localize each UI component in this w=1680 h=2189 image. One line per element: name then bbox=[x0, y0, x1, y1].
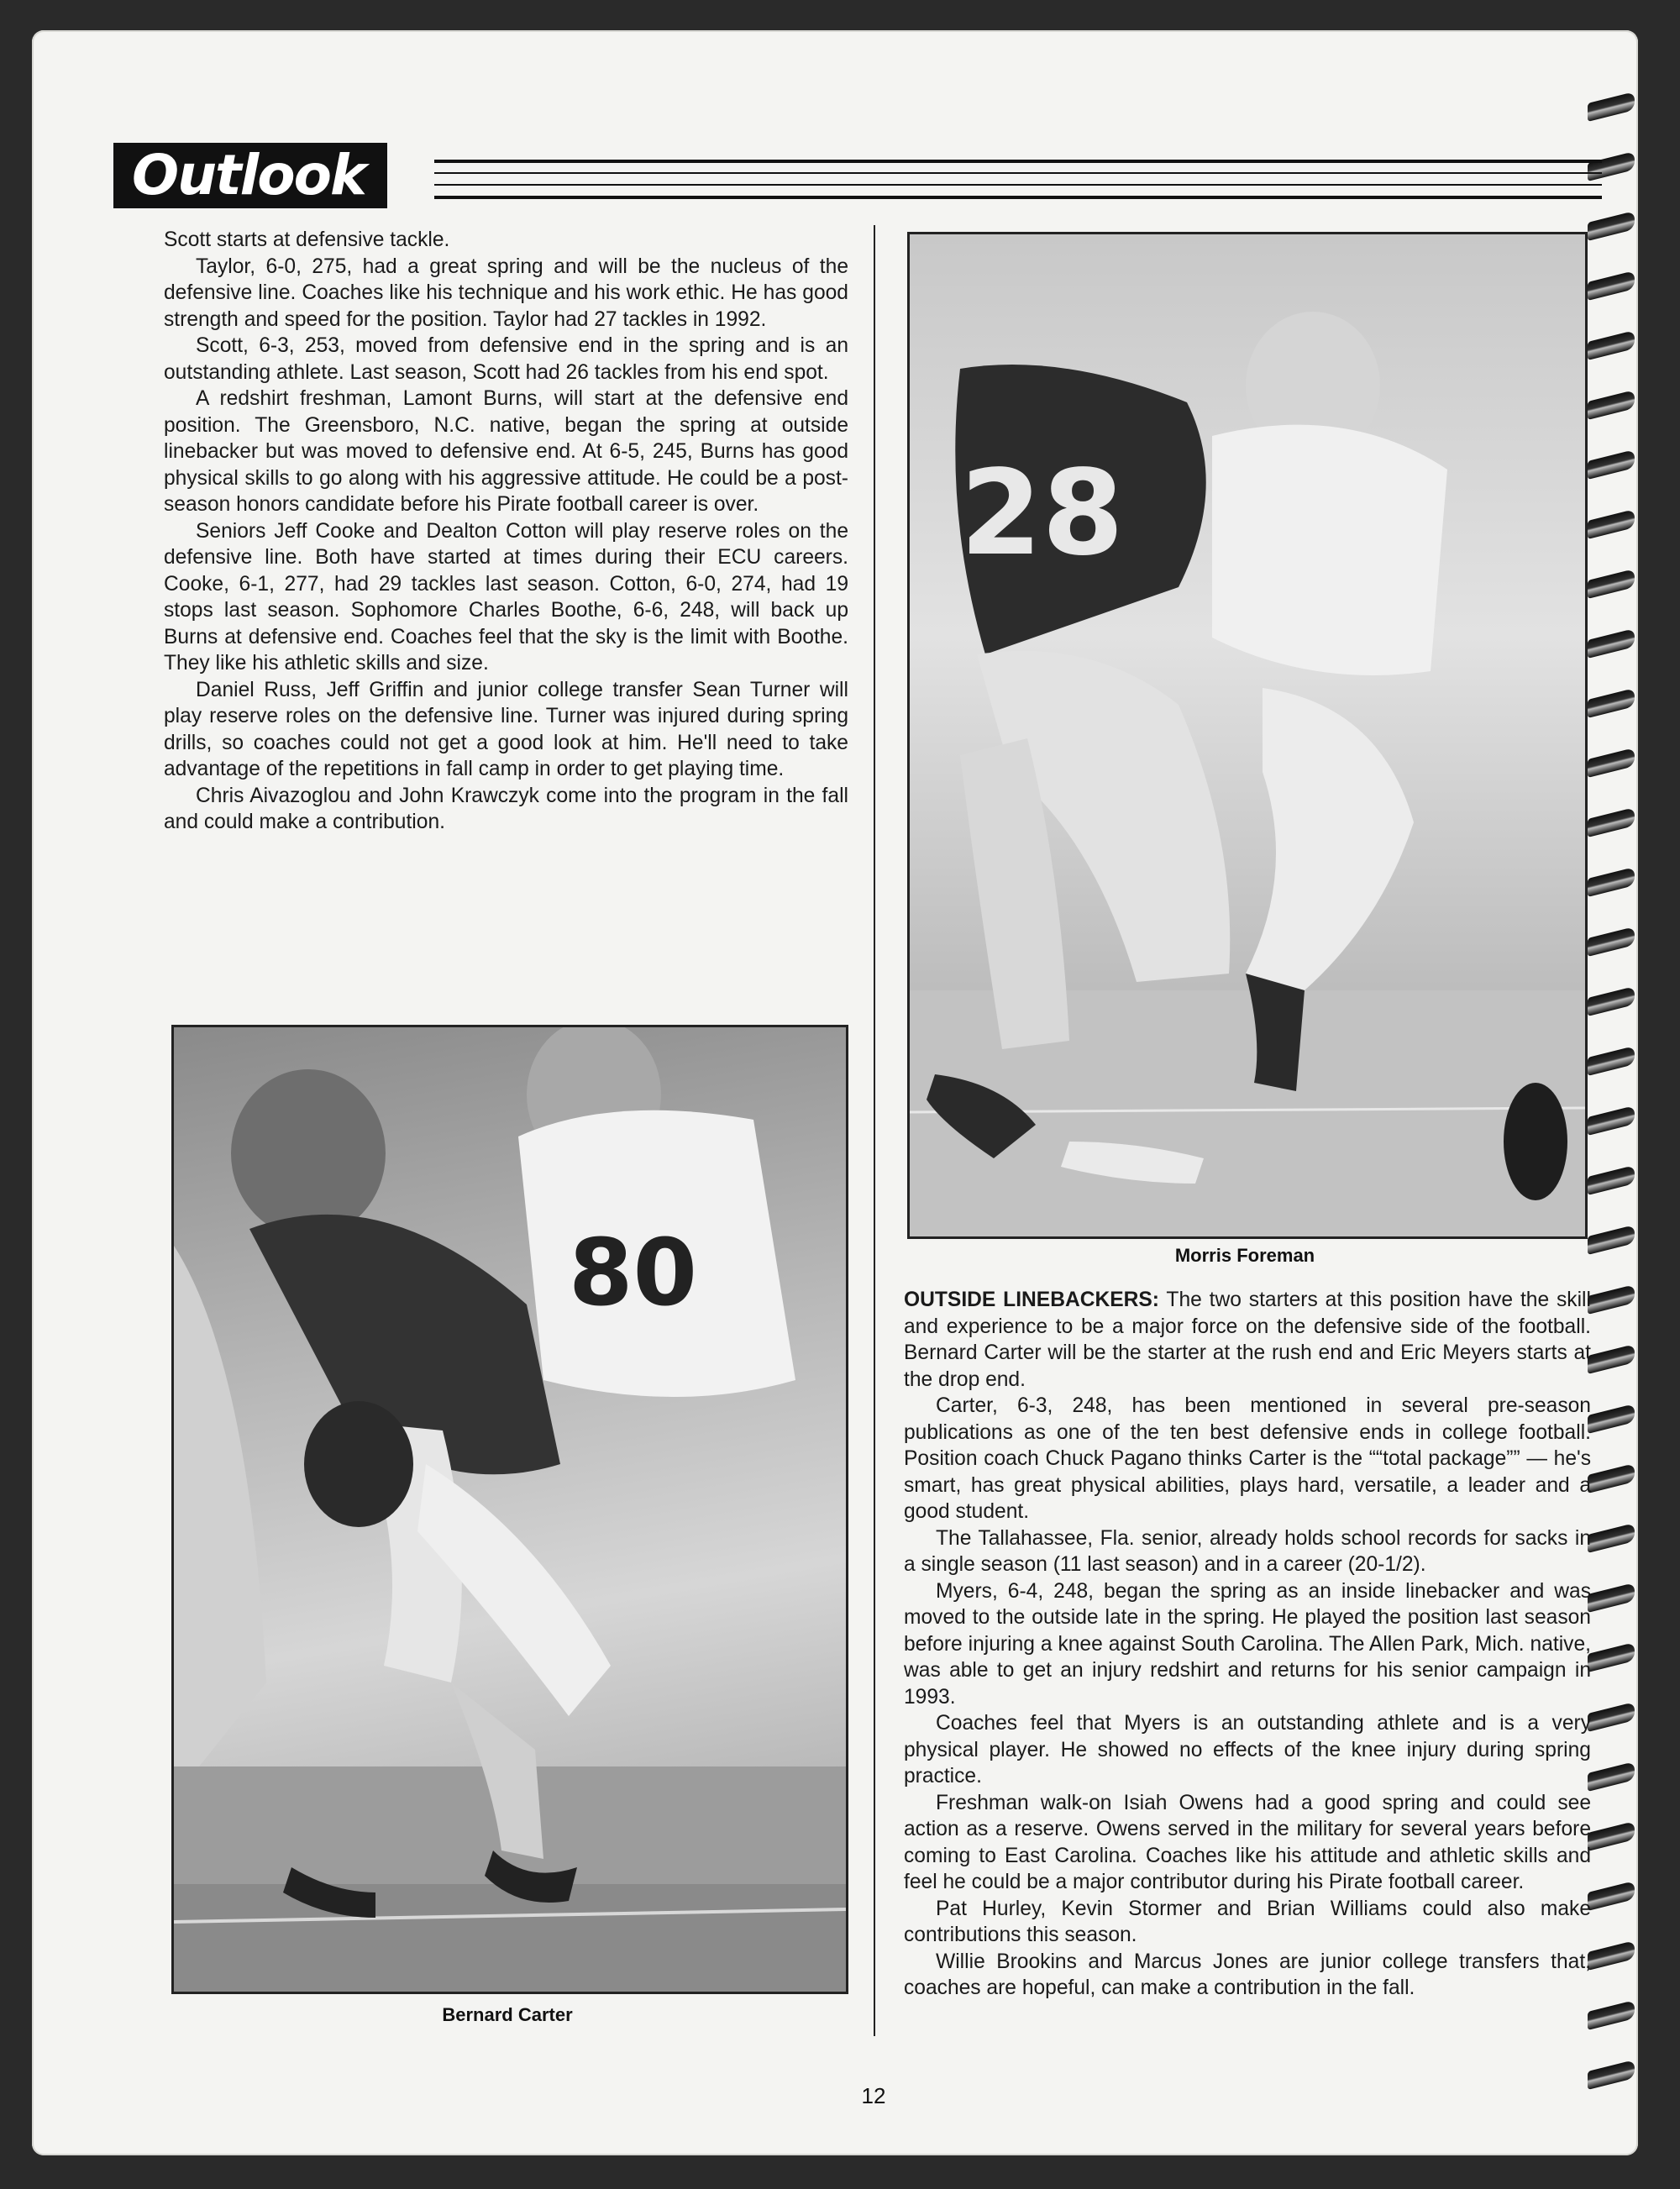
spiral-loop bbox=[1588, 1761, 1635, 1792]
paragraph: Pat Hurley, Kevin Stormer and Brian Williams could also make contributions this season. bbox=[904, 1897, 1591, 1946]
paragraph: Myers, 6-4, 248, began the spring as an inside linebacker and was moved to the outside late in the spring. He played the position last season before injuring a knee against South Carolina. The Allen Park, Mich. native, was able to get an injury redshirt and returns for his senior campaign in 1993. bbox=[904, 1579, 1591, 1709]
spiral-loop bbox=[1588, 1225, 1635, 1255]
spiral-loop bbox=[1588, 509, 1635, 539]
photo-caption-right: Morris Foreman bbox=[1174, 1245, 1315, 1266]
spiral-loop bbox=[1588, 628, 1635, 659]
spiral-loop bbox=[1588, 330, 1635, 360]
paragraph: Coaches feel that Myers is an outstanding athlete and is a very physical player. He showed no effects of the knee injury during spring practice. bbox=[904, 1712, 1591, 1787]
paragraph: A redshirt freshman, Lamont Burns, will start at the defensive end position. The Greensboro, N.C. native, began the spring at outside linebacker but was moved to defensive end. At 6-5, 245, Burns has good physical skills to go along with his aggressive attitude. He could be a post-season honors candidate before his Pirate football career is over. bbox=[164, 387, 848, 516]
left-column-text bbox=[164, 227, 848, 836]
spiral-loop bbox=[1588, 1642, 1635, 1672]
jersey-number: 80 bbox=[569, 1219, 698, 1326]
spiral-loop bbox=[1588, 569, 1635, 599]
spiral-loop bbox=[1588, 1165, 1635, 1195]
spiral-loop bbox=[1588, 1940, 1635, 1971]
spiral-loop bbox=[1588, 390, 1635, 420]
paragraph: The Tallahassee, Fla. senior, already holds school records for sacks in a single season (11 last season) and in a career (20-1/2). bbox=[904, 1526, 1591, 1576]
right-column-text bbox=[904, 1287, 1591, 2002]
spiral-loop bbox=[1588, 1702, 1635, 1732]
paragraph: Taylor, 6-0, 275, had a great spring and will be the nucleus of the defensive line. Coaches like his technique and his work ethic. He has good strength and speed for the position. Taylor had 27 tackles in 1992. bbox=[164, 255, 848, 331]
paragraph: Seniors Jeff Cooke and Dealton Cotton will play reserve roles on the defensive line. Both have started at times during their ECU careers. Cooke, 6-1, 277, had 29 tackles last season. Cotton, 6-0, 274, had 19 stops last season. Sophomore Charles Boothe, 6-6, 248, will back up Burns at defensive end. Coaches feel that the sky is the limit with Boothe. They like his athletic skills and size. bbox=[164, 519, 848, 675]
paragraph: Willie Brookins and Marcus Jones are junior college transfers that, coaches are hopeful, can make a contribution in the fall. bbox=[904, 1950, 1591, 1999]
section-subhead: OUTSIDE LINEBACKERS: bbox=[904, 1289, 1159, 1311]
paragraph: Carter, 6-3, 248, has been mentioned in several pre-season publications as one of the ten best defensive ends in college football. Position coach Chuck Pagano thinks Carter is the ““total package”” — he's smart, has great physical abilities, plays hard, versatile, a leader and a good student. bbox=[904, 1394, 1591, 1523]
spiral-loop bbox=[1588, 270, 1635, 301]
lead-text: The two starters at this position have the skill and experience to be a major force on the defensive side of the football. Bernard Carter will be the starter at the rush end and Eric Meyers starts at the drop end. bbox=[904, 1289, 1591, 1391]
paragraph: Scott starts at defensive tackle. bbox=[164, 228, 450, 251]
paragraph: Chris Aivazoglou and John Krawczyk come into the program in the fall and could make a contribution. bbox=[164, 784, 848, 833]
jersey-number: 28 bbox=[960, 445, 1124, 582]
paragraph: Freshman walk-on Isiah Owens had a good spring and could see action as a reserve. Owens served in the military for several years before coming to East Carolina. Coaches like his attitude and athletic skills and feel he could be a major contributor during his Pirate football career. bbox=[904, 1791, 1591, 1893]
spiral-loop bbox=[1588, 1821, 1635, 1851]
paragraph: Scott, 6-3, 253, moved from defensive end in the spring and is an outstanding athlete. Last season, Scott had 26 tackles from his end spot. bbox=[164, 334, 848, 384]
spiral-loop bbox=[1588, 1463, 1635, 1493]
spiral-loop bbox=[1588, 1881, 1635, 1911]
spiral-loop bbox=[1588, 1046, 1635, 1076]
spiral-loop bbox=[1588, 867, 1635, 897]
column-divider bbox=[874, 225, 875, 2036]
football-photo-right bbox=[910, 234, 1585, 1236]
page-number: 12 bbox=[861, 2083, 886, 2108]
spiral-loop bbox=[1588, 1583, 1635, 1613]
spiral-loop bbox=[1588, 748, 1635, 778]
section-title: Outlook bbox=[113, 143, 387, 208]
spiral-loop bbox=[1588, 211, 1635, 241]
photo-bernard-carter bbox=[171, 1025, 848, 1994]
spiral-loop bbox=[1588, 92, 1635, 122]
football-photo-left bbox=[174, 1027, 846, 1992]
spiral-loop bbox=[1588, 2000, 1635, 2030]
spiral-loop bbox=[1588, 1284, 1635, 1315]
paragraph: Daniel Russ, Jeff Griffin and junior college transfer Sean Turner will play reserve roles on the defensive line. Turner was injured during spring drills, so coaches could not get a good look at him. He'll need to take advantage of the repetitions in fall camp in order to get playing time. bbox=[164, 678, 848, 780]
spiral-loop bbox=[1588, 807, 1635, 837]
spiral-loop bbox=[1588, 1344, 1635, 1374]
spiral-loop bbox=[1588, 927, 1635, 957]
spiral-loop bbox=[1588, 1105, 1635, 1136]
spiral-loop bbox=[1588, 688, 1635, 718]
spiral-loop bbox=[1588, 1523, 1635, 1553]
spiral-loop bbox=[1588, 986, 1635, 1016]
spiral-loop bbox=[1588, 1404, 1635, 1434]
paragraph-lead bbox=[904, 1287, 1591, 1393]
photo-morris-foreman bbox=[907, 232, 1588, 1239]
spiral-loop bbox=[1588, 449, 1635, 480]
header-rules bbox=[434, 160, 1602, 208]
photo-caption-left: Bernard Carter bbox=[442, 2004, 573, 2025]
